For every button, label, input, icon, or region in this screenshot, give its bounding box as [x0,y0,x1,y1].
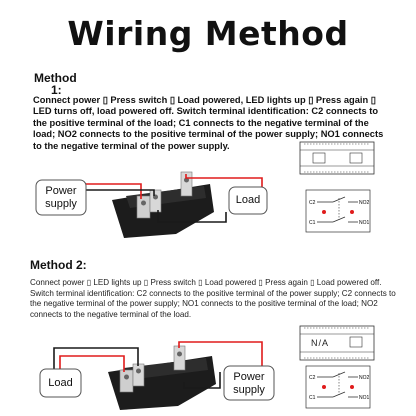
method2-switch-housing-schematic [300,326,374,360]
method2-power-supply-label: Power supply [233,371,265,396]
page-title: Wiring Method [67,14,349,53]
method2-load-label: Load [48,377,73,389]
method1-schematic-no2: NO2 [359,200,370,206]
method2-schematic-no1: NO1 [359,395,370,401]
method1-wire-load-positive [186,174,262,188]
method2-schematic-no2: NO2 [359,375,370,381]
method2-contact-schematic [306,366,370,408]
method1-terminal-left [137,196,150,218]
method2-heading: Method 2: [30,258,87,272]
method2-schematic-c1: C1 [309,395,316,401]
method2-schematic-c2: C2 [309,375,316,381]
method1-terminal-mid [150,190,161,212]
method1-description: Connect power ▯ Press switch ▯ Load powered, LED lights up ▯ Press again ▯ LED turns off, load powered off. Switch terminal identification: C2 connects to the positive terminal of the load; C1 connects to the negative terminal of the load; NO2 connects to the positive terminal of the power supply; NO1 connects to the negative terminal of the power supply. [33,95,384,151]
method1-power-supply-label: Power supply [45,185,77,210]
method2-schematic-mark: N/A [311,338,330,348]
method2-wire-load-negative [54,348,138,370]
method1-rocker-switch [112,172,214,238]
method1-heading-line1: Method [34,71,77,85]
method2-terminal-left [120,370,133,392]
method1-switch-housing-schematic [300,142,374,174]
method1-schematic-no1: NO1 [359,220,370,226]
method2-terminal-right [174,346,185,370]
method1-heading-line2: 1: [51,83,62,97]
method1-schematic-c1: C1 [309,220,316,226]
method1-load-label: Load [235,194,261,206]
method1-schematic-c2: C2 [309,200,316,206]
method2-description: Connect power ▯ LED lights up ▯ Press switch ▯ Load powered ▯ Press again ▯ Load powered off. Switch terminal identification: C2 connects to the positive terminal of the power supply; C2 connects to the negative terminal of the power supply; NO1 connects to the positive terminal of the load; NO2 connects to the negative terminal of the load. [30,278,396,319]
method2-terminal-mid [133,364,144,386]
method1-contact-schematic [306,190,370,232]
